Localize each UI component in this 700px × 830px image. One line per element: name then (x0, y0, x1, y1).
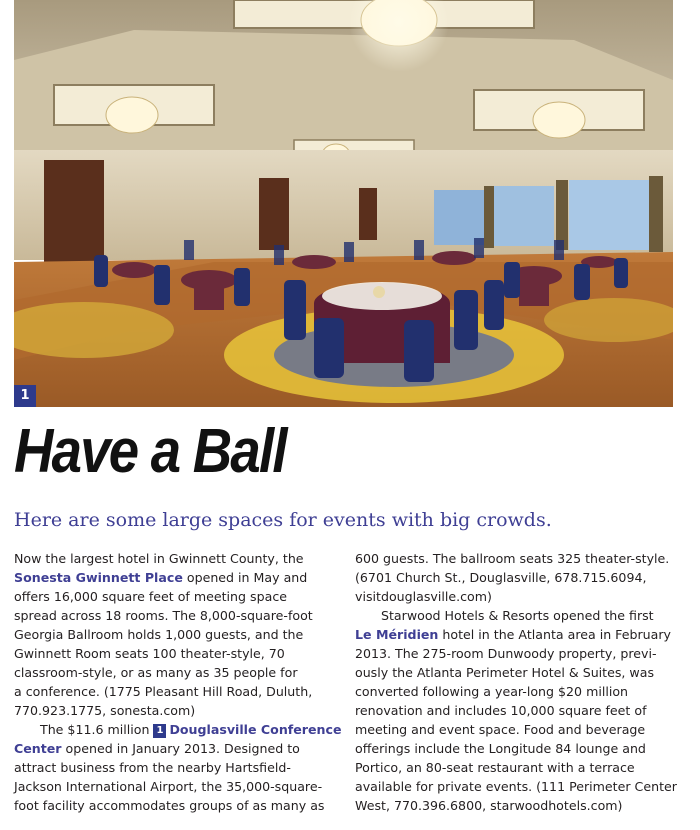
text-line: 770.923.1775, sonesta.com) (14, 703, 196, 718)
text-line: attract business from the nearby Hartsfield- (14, 760, 291, 775)
text-line: (6701 Church St., Douglasville, 678.715.6094, (355, 570, 647, 585)
paragraph-douglasville (14, 720, 342, 815)
text-line: Starwood Hotels & Resorts opened the first (381, 608, 654, 623)
text-line: Now the largest hotel in Gwinnett County, the (14, 551, 304, 566)
text-line: foot facility accommodates groups of as many as (14, 798, 325, 813)
text-line: renovation and includes 10,000 square feet of (355, 703, 647, 718)
paragraph-sonesta (14, 549, 334, 720)
text-line: West, 770.396.6800, starwoodhotels.com) (355, 798, 623, 813)
right-column (355, 549, 675, 815)
text-line: 2013. The 275-room Dunwoody property, previ- (355, 646, 657, 661)
article-deck: Here are some large spaces for events with big crowds. (14, 509, 552, 531)
text-span: hotel in the Atlanta area in February (438, 627, 671, 642)
text-span: opened in May and (182, 570, 308, 585)
venue-name-douglasville-cont: Center (14, 741, 62, 756)
text-line: offerings include the Longitude 84 lounge and (355, 741, 646, 756)
text-line: meeting and event space. Food and beverage (355, 722, 646, 737)
text-span: opened in January 2013. Designed to (61, 741, 300, 756)
text-line: Georgia Ballroom holds 1,000 guests, and the (14, 627, 304, 642)
text-line: offers 16,000 square feet of meeting space (14, 589, 287, 604)
left-column (14, 549, 342, 815)
text-line: visitdouglasville.com) (355, 589, 492, 604)
paragraph-douglasville-cont (355, 549, 675, 606)
text-line: converted following a year-long $20 million (355, 684, 629, 699)
text-line: ously the Atlanta Perimeter Hotel & Suites, was (355, 665, 655, 680)
ballroom-photo (14, 0, 673, 407)
venue-name-douglasville: Douglasville Conference (169, 722, 342, 737)
text-line: 600 guests. The ballroom seats 325 theater-style. (355, 551, 670, 566)
text-line: available for private events. (111 Perimeter Center (355, 779, 677, 794)
text-line: spread across 18 rooms. The 8,000-square-foot (14, 608, 313, 623)
photo-number-badge: 1 (14, 385, 36, 407)
venue-name-sonesta: Sonesta Gwinnett Place (14, 570, 183, 585)
paragraph-le-meridien (355, 606, 675, 815)
photo-ref-badge: 1 (153, 724, 166, 738)
text-line: classroom-style, or as many as 35 people for (14, 665, 298, 680)
text-line: Jackson International Airport, the 35,000-square- (14, 779, 323, 794)
text-span: The $11.6 million (40, 722, 154, 737)
text-line (14, 568, 334, 587)
article-headline: Have a Ball (14, 417, 286, 486)
venue-name-le-meridien: Le Méridien (355, 627, 439, 642)
text-line (355, 625, 675, 644)
text-line (14, 739, 334, 758)
text-line: a conference. (1775 Pleasant Hill Road, Duluth, (14, 684, 313, 699)
text-line (14, 720, 342, 739)
text-line: Portico, an 80-seat restaurant with a terrace (355, 760, 635, 775)
text-line: Gwinnett Room seats 100 theater-style, 70 (14, 646, 285, 661)
